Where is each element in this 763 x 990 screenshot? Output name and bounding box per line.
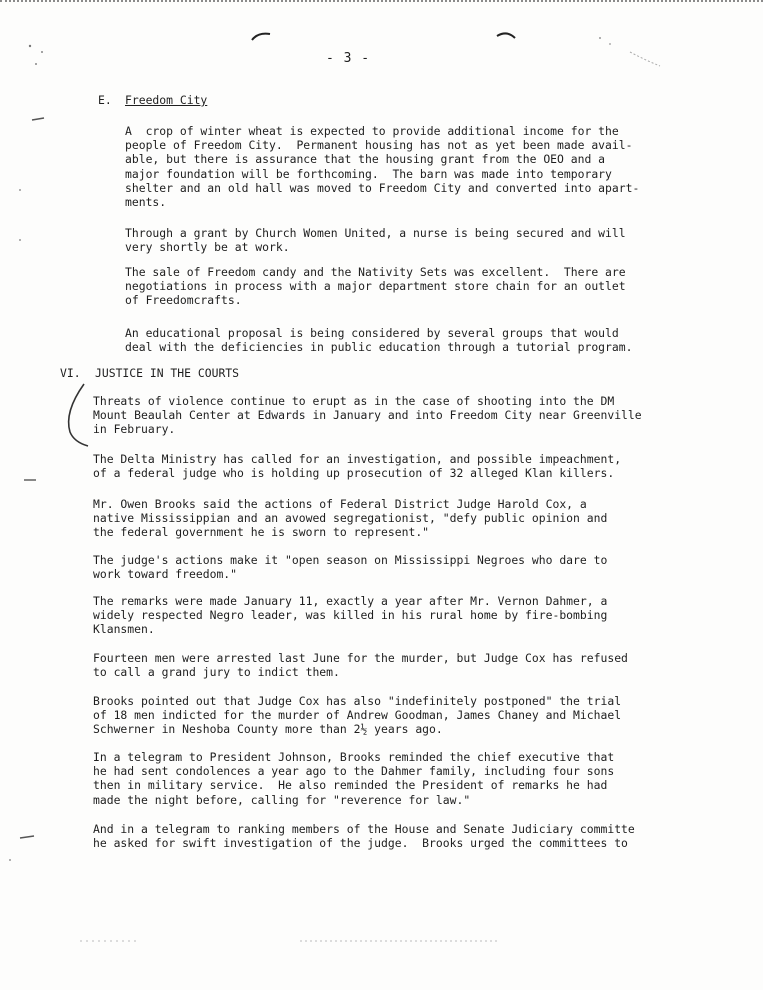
scan-top-edge	[0, 0, 763, 8]
page-number: - 3 -	[326, 51, 371, 66]
paragraph: The Delta Ministry has called for an investigation, and possible impeachment, of a federal judge who is holding up prosecution of 32 alleged Klan killers.	[93, 452, 622, 481]
scan-noise-corner	[590, 30, 670, 70]
section-vi-title: JUSTICE IN THE COURTS	[95, 366, 240, 380]
paragraph: Fourteen men were arrested last June for the murder, but Judge Cox has refused to call a grand jury to indict them.	[93, 651, 628, 680]
scan-noise-margin	[0, 40, 60, 920]
section-e-title: Freedom City	[125, 93, 208, 107]
paragraph: A crop of winter wheat is expected to provide additional income for the people of Freedom City. Permanent housing has not as yet been made avail- able, but there is assurance that the housing grant from the OEO and a major foundation will be forthcoming. The barn was made into temporary shelter and an old hall was moved to Freedom City and converted into apart- ments.	[125, 124, 640, 210]
section-e-letter: E.	[98, 93, 112, 107]
paragraph: In a telegram to President Johnson, Brooks reminded the chief executive that he had sent condolences a year ago to the Dahmer family, including four sons then in military service. He also reminded the President of remarks he had made the night before, calling for "reverence for law."	[93, 750, 615, 807]
scan-noise-bottom	[80, 935, 600, 947]
paragraph: The judge's actions make it "open season on Mississippi Negroes who dare to work toward freedom."	[93, 553, 608, 582]
paragraph: Through a grant by Church Women United, a nurse is being secured and will very shortly be at work.	[125, 226, 626, 255]
paragraph: Mr. Owen Brooks said the actions of Federal District Judge Harold Cox, a native Mississippian and an avowed segregationist, "defy public opinion and the federal government he is sworn to represent."	[93, 497, 608, 540]
handwritten-bracket	[62, 382, 92, 448]
paragraph: Brooks pointed out that Judge Cox has also "indefinitely postponed" the trial of 18 men indicted for the murder of Andrew Goodman, James Chaney and Michael Schwerner in Neshoba County more than 2½ years ago.	[93, 694, 622, 737]
paragraph: The sale of Freedom candy and the Nativity Sets was excellent. There are negotiations in process with a major department store chain for an outlet of Freedomcrafts.	[125, 265, 626, 308]
paragraph: Threats of violence continue to erupt as in the case of shooting into the DM Mount Beaulah Center at Edwards in January and into Freedom City near Greenville in February.	[93, 394, 642, 437]
paragraph: And in a telegram to ranking members of the House and Senate Judiciary committe he asked for swift investigation of the judge. Brooks urged the committees to	[93, 822, 635, 851]
paragraph: An educational proposal is being considered by several groups that would deal with the deficiencies in public education through a tutorial program.	[125, 326, 633, 355]
section-vi-number: VI.	[60, 366, 81, 380]
punch-mark-left	[250, 30, 272, 42]
punch-mark-right	[495, 30, 517, 42]
paragraph: The remarks were made January 11, exactly a year after Mr. Vernon Dahmer, a widely respected Negro leader, was killed in his rural home by fire-bombing Klansmen.	[93, 594, 608, 637]
